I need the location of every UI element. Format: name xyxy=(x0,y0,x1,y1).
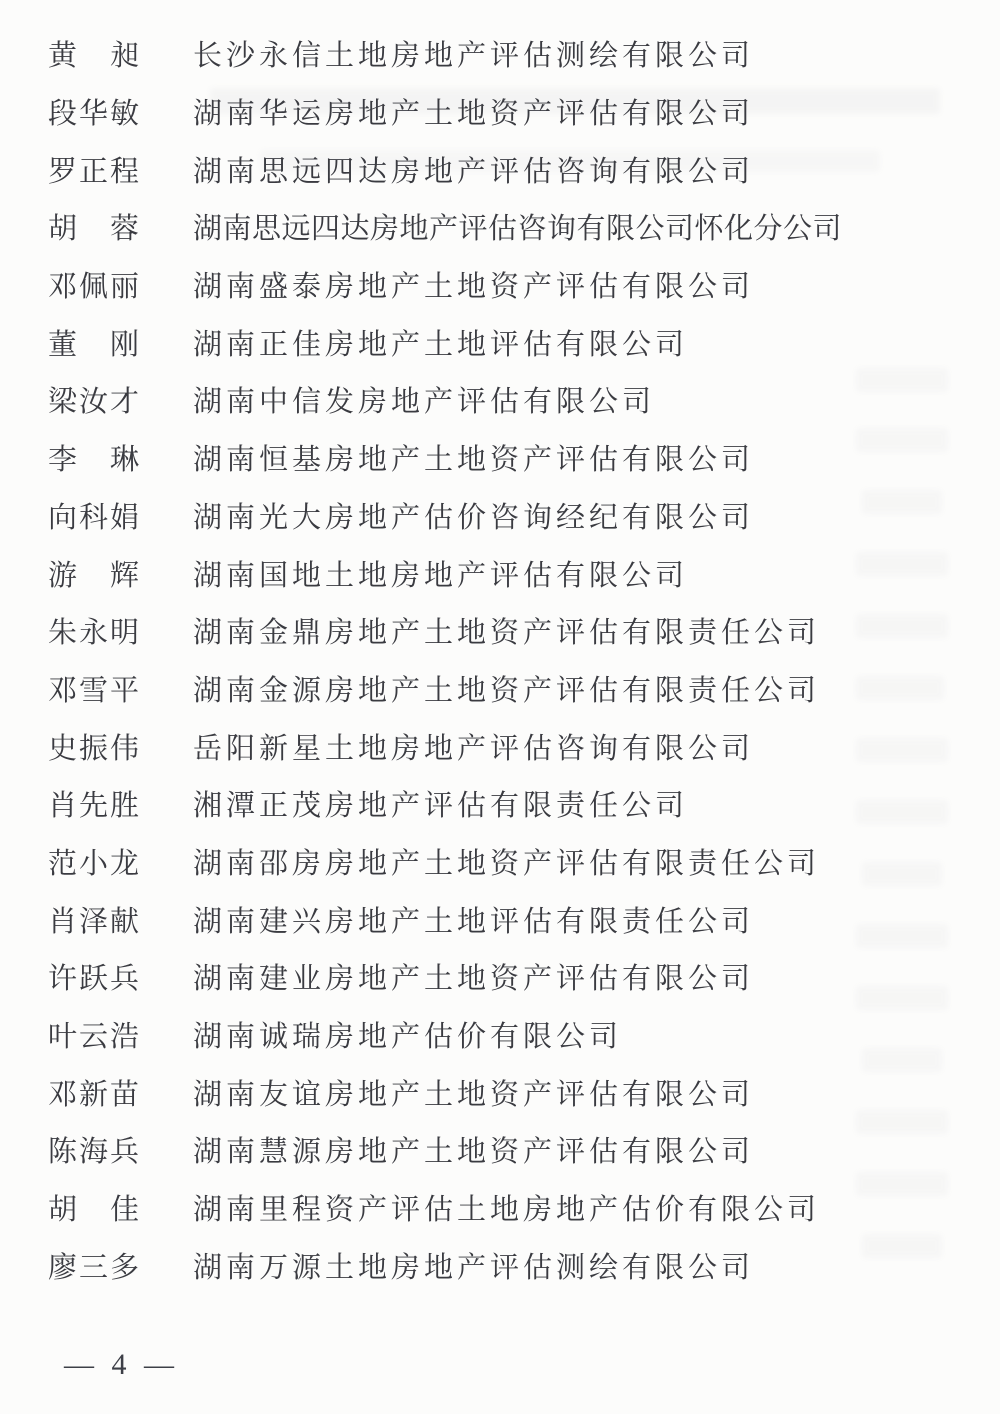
company-name: 湖南里程资产评估土地房地产估价有限公司 xyxy=(193,1194,821,1227)
page-number: — 4 — xyxy=(64,1348,179,1381)
list-item xyxy=(48,487,1000,545)
list-item xyxy=(48,371,1000,429)
company-name: 湖南恒基房地产土地资产评估有限公司 xyxy=(193,444,755,477)
list-item xyxy=(48,948,1000,1006)
company-name: 湖南金源房地产土地资产评估有限责任公司 xyxy=(193,674,821,707)
company-name: 湖南慧源房地产土地资产评估有限公司 xyxy=(193,1136,755,1169)
person-name: 罗正程 xyxy=(48,155,142,188)
company-name: 湖南建业房地产土地资产评估有限公司 xyxy=(193,963,755,996)
person-name: 李 琳 xyxy=(48,444,142,477)
company-name: 湖南国地土地房地产评估有限公司 xyxy=(193,559,689,592)
list-item xyxy=(48,544,1000,602)
list-item xyxy=(48,25,1000,83)
list-item xyxy=(48,429,1000,487)
person-name: 廖三多 xyxy=(48,1251,142,1284)
list-item xyxy=(48,660,1000,718)
list-item xyxy=(48,140,1000,198)
person-name: 朱永明 xyxy=(48,617,142,650)
person-name: 段华敏 xyxy=(48,98,142,131)
company-name: 湖南友谊房地产土地资产评估有限公司 xyxy=(193,1078,755,1111)
company-name: 岳阳新星土地房地产评估咨询有限公司 xyxy=(193,732,755,765)
list-item xyxy=(48,1236,1000,1294)
list-item xyxy=(48,833,1000,891)
person-name: 邓雪平 xyxy=(48,674,142,707)
company-name: 湖南盛泰房地产土地资产评估有限公司 xyxy=(193,271,755,304)
list-item xyxy=(48,717,1000,775)
company-name: 湖南建兴房地产土地评估有限责任公司 xyxy=(193,905,755,938)
company-name: 湖南华运房地产土地资产评估有限公司 xyxy=(193,98,755,131)
company-name: 湘潭正茂房地产评估有限责任公司 xyxy=(193,790,689,823)
person-name: 邓佩丽 xyxy=(48,271,142,304)
list-item xyxy=(48,1121,1000,1179)
list-item xyxy=(48,83,1000,141)
person-name: 史振伟 xyxy=(48,732,142,765)
person-name: 梁汝才 xyxy=(48,386,142,419)
person-name: 范小龙 xyxy=(48,847,142,880)
list-item xyxy=(48,198,1000,256)
person-name: 邓新苗 xyxy=(48,1078,142,1111)
list-item xyxy=(48,890,1000,948)
company-name: 长沙永信土地房地产评估测绘有限公司 xyxy=(193,40,755,73)
list-item xyxy=(48,313,1000,371)
person-name: 肖泽献 xyxy=(48,905,142,938)
company-name: 湖南金鼎房地产土地资产评估有限责任公司 xyxy=(193,617,821,650)
list-item xyxy=(48,602,1000,660)
person-name: 向科娟 xyxy=(48,501,142,534)
list-item xyxy=(48,256,1000,314)
person-name: 胡 佳 xyxy=(48,1194,142,1227)
company-name: 湖南万源土地房地产评估测绘有限公司 xyxy=(193,1251,755,1284)
person-name: 胡 蓉 xyxy=(48,213,142,246)
person-name: 肖先胜 xyxy=(48,790,142,823)
appraiser-company-list xyxy=(48,25,1000,1294)
person-name: 游 辉 xyxy=(48,559,142,592)
person-name: 叶云浩 xyxy=(48,1021,142,1054)
company-name: 湖南邵房房地产土地资产评估有限责任公司 xyxy=(193,847,821,880)
list-item xyxy=(48,775,1000,833)
company-name: 湖南思远四达房地产评估咨询有限公司 xyxy=(193,155,755,188)
person-name: 许跃兵 xyxy=(48,963,142,996)
company-name: 湖南正佳房地产土地评估有限公司 xyxy=(193,328,689,361)
list-item xyxy=(48,1179,1000,1237)
list-item xyxy=(48,1006,1000,1064)
person-name: 陈海兵 xyxy=(48,1136,142,1169)
company-name: 湖南中信发房地产评估有限公司 xyxy=(193,386,656,419)
person-name: 黄 昶 xyxy=(48,40,142,73)
list-item xyxy=(48,1063,1000,1121)
company-name: 湖南诚瑞房地产估价有限公司 xyxy=(193,1021,623,1054)
company-name: 湖南思远四达房地产评估咨询有限公司怀化分公司 xyxy=(193,213,843,246)
company-name: 湖南光大房地产估价咨询经纪有限公司 xyxy=(193,501,755,534)
person-name: 董 刚 xyxy=(48,328,142,361)
